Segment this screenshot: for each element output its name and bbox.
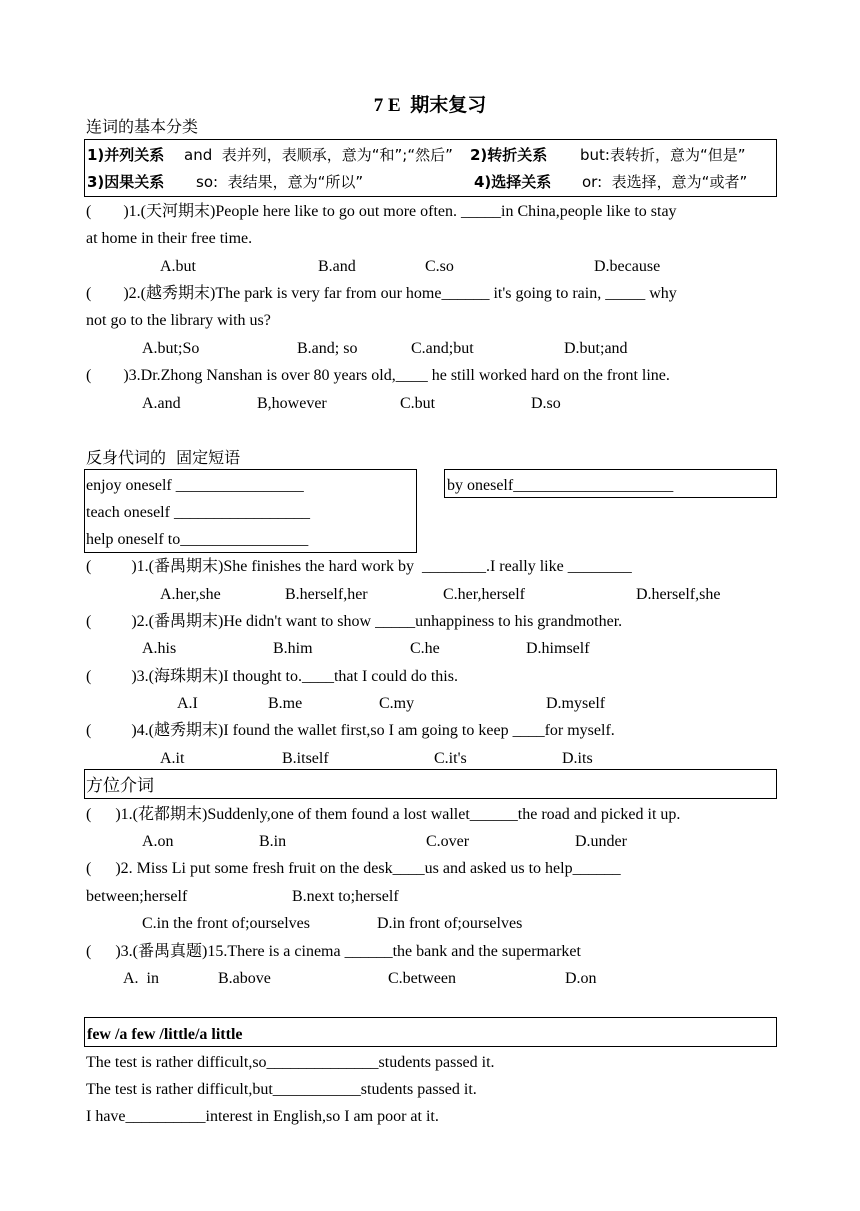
s4-line-1: The test is rather difficult,so______________students passed it.	[86, 1054, 495, 1071]
s3-q3-option-a: A. in	[123, 970, 159, 987]
s1-q3-line1: ( )3.Dr.Zhong Nanshan is over 80 years old,____ he still worked hard on the front line.	[86, 367, 670, 384]
s3-q2-option-b: B.next to;herself	[292, 888, 399, 905]
s3-q2-line: ( )2. Miss Li put some fresh fruit on the desk____us and asked us to help______	[86, 860, 621, 877]
s1-q1-option-a: A.but	[160, 258, 196, 275]
s3-q1-option-d: D.under	[575, 833, 627, 850]
s2-q1-option-d: D.herself,she	[636, 586, 721, 603]
s1-q2-option-c: C.and;but	[411, 340, 474, 357]
phrase-teach-oneself: teach oneself _________________	[86, 504, 310, 521]
section-heading-conjunctions: 连词的基本分类	[86, 117, 199, 136]
prepositions-heading-box	[84, 769, 777, 799]
s1-q2-option-a: A.but;So	[142, 340, 200, 357]
s1-q3-option-c: C.but	[400, 395, 436, 412]
conj-row1-type1: 1)并列关系	[87, 146, 165, 164]
s1-q2-option-b: B.and; so	[297, 340, 358, 357]
s3-q2-option-a: between;herself	[86, 888, 188, 905]
s2-q1-option-c: C.her,herself	[443, 586, 525, 603]
s3-q3-option-b: B.above	[218, 970, 271, 987]
s1-q1-option-c: C.so	[425, 258, 454, 275]
section-heading-few-little: few /a few /little/a little	[87, 1026, 243, 1043]
s2-q2-option-c: C.he	[410, 640, 440, 657]
s1-q3-option-b: B,however	[257, 395, 327, 412]
s4-line-3: I have__________interest in English,so I am poor at it.	[86, 1108, 439, 1125]
s2-q3-option-a: A.I	[177, 695, 198, 712]
conj-row1-type2: 2)转折关系	[470, 146, 548, 164]
s2-q2-option-d: D.himself	[526, 640, 590, 657]
s1-q1-line1: ( )1.(天河期末)People here like to go out more often. _____in China,people like to stay	[86, 203, 677, 220]
s2-q4-option-d: D.its	[562, 750, 593, 767]
s2-q4-line: ( )4.(越秀期末)I found the wallet first,so I am going to keep ____for myself.	[86, 722, 615, 739]
s2-q3-option-d: D.myself	[546, 695, 606, 712]
s1-q1-option-d: D.because	[594, 258, 661, 275]
s3-q1-option-c: C.over	[426, 833, 470, 850]
s1-q3-option-d: D.so	[531, 395, 561, 412]
s2-q3-option-b: B.me	[268, 695, 303, 712]
s2-q1-option-b: B.herself,her	[285, 586, 368, 603]
s1-q3-option-a: A.and	[142, 395, 181, 412]
s2-q2-option-b: B.him	[273, 640, 313, 657]
section-heading-prepositions: 方位介词	[86, 776, 154, 796]
s2-q1-line: ( )1.(番禺期末)She finishes the hard work by ________.I really like ________	[86, 558, 632, 575]
s3-q1-option-b: B.in	[259, 833, 287, 850]
s3-q3-option-c: C.between	[388, 970, 456, 987]
s1-q1-option-b: B.and	[318, 258, 356, 275]
s2-q2-line: ( )2.(番禺期末)He didn't want to show _____unhappiness to his grandmother.	[86, 613, 623, 630]
conj-row2-type1: 3)因果关系	[87, 173, 165, 191]
s3-q1-line: ( )1.(花都期末)Suddenly,one of them found a lost wallet______the road and picked it up.	[86, 806, 681, 823]
conj-row2-desc2: or: 表选择，意为“或者”	[582, 173, 748, 191]
s2-q3-option-c: C.my	[379, 695, 415, 712]
phrase-by-oneself: by oneself____________________	[447, 477, 674, 494]
s1-q1-line2: at home in their free time.	[86, 230, 253, 247]
s3-q1-option-a: A.on	[142, 833, 174, 850]
s2-q3-line: ( )3.(海珠期末)I thought to.____that I could do this.	[86, 668, 458, 685]
phrase-enjoy-oneself: enjoy oneself ________________	[86, 477, 304, 494]
s3-q3-line: ( )3.(番禺真题)15.There is a cinema ______the bank and the supermarket	[86, 943, 581, 960]
phrase-help-oneself: help oneself to________________	[86, 531, 309, 548]
s2-q4-option-b: B.itself	[282, 750, 329, 767]
conj-row1-desc1: and 表并列，表顺承，意为“和”;“然后”	[184, 146, 453, 164]
s3-q3-option-d: D.on	[565, 970, 597, 987]
s1-q2-option-d: D.but;and	[564, 340, 628, 357]
s2-q4-option-c: C.it's	[434, 750, 467, 767]
conj-row2-type2: 4)选择关系	[474, 173, 552, 191]
conj-row1-desc2: but:表转折，意为“但是”	[580, 146, 746, 164]
s1-q2-line2: not go to the library with us?	[86, 312, 271, 329]
s2-q2-option-a: A.his	[142, 640, 177, 657]
s3-q2-option-d: D.in front of;ourselves	[377, 915, 523, 932]
s2-q4-option-a: A.it	[160, 750, 185, 767]
page-title: 7 E 期末复习	[373, 95, 487, 116]
conj-row2-desc1: so: 表结果，意为“所以”	[196, 173, 364, 191]
s4-line-2: The test is rather difficult,but___________students passed it.	[86, 1081, 477, 1098]
s3-q2-option-c: C.in the front of;ourselves	[142, 915, 310, 932]
section-heading-reflexive: 反身代词的 固定短语	[86, 448, 241, 467]
s1-q2-line1: ( )2.(越秀期末)The park is very far from our home______ it's going to rain, _____ why	[86, 285, 677, 302]
s2-q1-option-a: A.her,she	[160, 586, 221, 603]
